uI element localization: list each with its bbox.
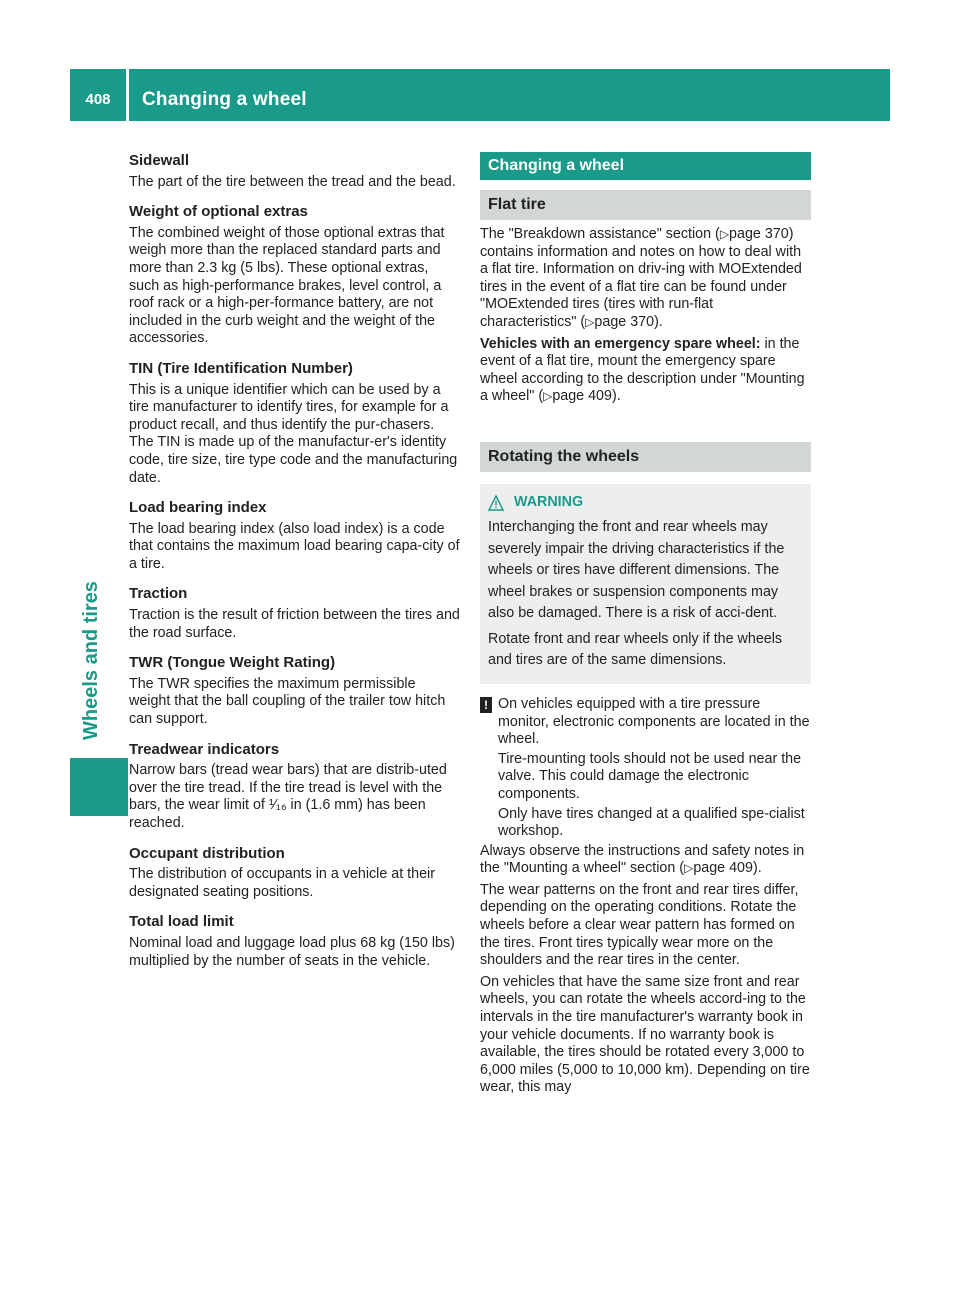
term-text: The part of the tire between the tread and the bead.: [129, 173, 456, 190]
term-text: Traction is the result of friction between the tires and the road surface.: [129, 607, 460, 641]
warning-triangle-icon: [488, 495, 504, 511]
instructions-paragraph: [480, 843, 811, 878]
wear-patterns-paragraph: The wear patterns on the front and rear tires differ, depending on the operating conditions. Rotate the wheels before a clear wear pattern has formed on the tires. Front tires typically wear more on the shoulders and the rear tires in the center.: [480, 881, 799, 969]
term-heading: TWR (Tongue Weight Rating): [129, 654, 336, 672]
text-run: ).: [752, 860, 762, 877]
note-text: Only have tires changed at a qualified spe-cialist workshop.: [498, 805, 805, 840]
warning-text: Rotate front and rear wheels only if the wheels and tires are of the same dimensions.: [488, 630, 783, 669]
term-text: The combined weight of those optional extras that weigh more than the replaced standard parts and more than 2.3 kg (5 lbs). These optional extras, such as high-performance brakes, level control, a roof rack or a high-per-formance battery, are not included in the curb weight and the weight of the accessories.: [129, 224, 445, 347]
xref-arrow-icon: ▷: [719, 227, 730, 241]
term-heading: Load bearing index: [129, 499, 267, 517]
term-text: The distribution of occupants in a vehicle at their designated seating positions.: [129, 866, 435, 900]
subsection-title-rotating: Rotating the wheels: [480, 442, 811, 472]
xref-arrow-icon: ▷: [684, 861, 694, 876]
side-section-text: Wheels and tires: [80, 581, 102, 740]
term-heading: Treadwear indicators: [129, 740, 280, 758]
term-heading: Traction: [129, 585, 188, 603]
term-text: Narrow bars (tread wear bars) that are distrib-uted over the tire tread. If the tire tread is level with the bars, the wear limit of ¹⁄₁₆ in (1.6 mm) has been reached.: [129, 762, 447, 831]
page-link[interactable]: page 409: [552, 388, 612, 405]
warning-box: [480, 484, 811, 684]
rotation-interval-paragraph: On vehicles that have the same size front and rear wheels, you can rotate the wheels accord-ing to the intervals in the tire manufacturer's warranty book in your vehicle documents. If no warranty book is available, the tires should be rotated every 3,000 to 6,000 miles (5,000 to 10,000 km). Depending on tire wear, this may: [480, 973, 810, 1096]
subsection-title-flat-tire: Flat tire: [480, 190, 811, 220]
text-run: ).: [611, 388, 621, 405]
bold-lead: Vehicles with an emergency spare wheel:: [480, 335, 761, 352]
section-title: Changing a wheel: [480, 152, 811, 180]
term-text: This is a unique identifier which can be used by a tire manufacturer to identify tires, for example for a product recall, and thus identify the pur-chasers. The TIN is made up of the manufactur-er's identity code, tire size, tire type code and the manufacturing date.: [129, 381, 458, 486]
page-link[interactable]: page 409: [693, 860, 753, 877]
exclamation-icon: !: [480, 697, 492, 713]
xref-arrow-icon: ▷: [543, 389, 553, 404]
warning-text: Interchanging the front and rear wheels may severely impair the driving characteristics if the wheels or tires have different dimensions. The wheel brakes or suspension components may also be damaged. There is a risk of acci-dent.: [488, 519, 785, 622]
note-text: Tire-mounting tools should not be used near the valve. This could damage the electronic components.: [498, 750, 802, 802]
side-section-label: [80, 581, 120, 750]
term-heading: Weight of optional extras: [129, 203, 308, 221]
page-title: Changing a wheel: [142, 89, 307, 110]
term-heading: TIN (Tire Identification Number): [129, 359, 353, 377]
flat-tire-paragraph: [480, 226, 811, 332]
side-tab-marker: [70, 758, 128, 816]
page-link[interactable]: page 370: [594, 313, 655, 330]
text-run: ) contains information and notes on how to deal with a flat tire. Information on driv-ing with MOExtended tires in the event of a flat tire can be found under "MOExtended tires (tires with run-flat characteristics" (: [480, 226, 802, 330]
term-heading: Total load limit: [129, 913, 234, 931]
warning-label: WARNING: [514, 493, 584, 510]
term-text: The TWR specifies the maximum permissible weight that the ball coupling of the trailer tow hitch can support.: [129, 675, 446, 728]
text-run: Always observe the instructions and safety notes in the "Mounting a wheel" section (: [480, 842, 805, 877]
text-run: The "Breakdown assistance" section (: [480, 226, 720, 242]
spare-wheel-paragraph: [480, 336, 811, 406]
xref-arrow-icon: ▷: [585, 314, 595, 329]
header-separator: [126, 69, 129, 121]
text-run: ).: [654, 313, 663, 330]
term-text: Nominal load and luggage load plus 68 kg (150 lbs) multiplied by the number of seats in the vehicle.: [129, 934, 455, 969]
content-column: [480, 152, 811, 1101]
warning-header: [488, 492, 803, 514]
text-run: in the event of a flat tire, mount the emergency spare wheel according to the description under "Mounting a wheel" (: [480, 335, 805, 405]
note-block: [480, 696, 811, 841]
term-text: The load bearing index (also load index) is a code that contains the maximum load bearing capa-city of a tire.: [129, 520, 460, 572]
term-heading: Occupant distribution: [129, 844, 285, 862]
note-text: On vehicles equipped with a tire pressure monitor, electronic components are located in the wheel.: [498, 695, 810, 748]
page-number: 408: [85, 91, 111, 108]
page-link[interactable]: page 370: [729, 226, 789, 242]
glossary-column: [129, 152, 460, 974]
term-heading: Sidewall: [129, 152, 190, 169]
